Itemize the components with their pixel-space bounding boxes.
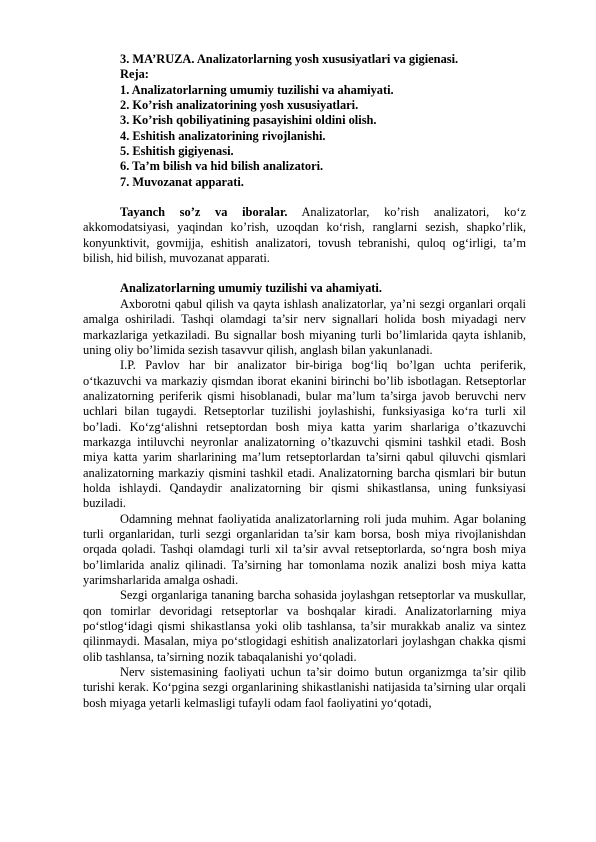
plan-label: Reja: [120, 67, 149, 82]
keywords-paragraph [83, 205, 526, 266]
keywords-label: Tayanch so’z va iboralar. [120, 205, 288, 220]
body-paragraph: Sezgi organlariga tananing barcha sohasida joylashgan retseptorlar va muskullar, qon tomirlar devoridagi retseptorlar va boshqalar kiradi. Analizatorlarning miya po‘stlog‘idagi qismi shikastlansa yoki olib tashlansa, ta’sir murakkab analiz va sintez qilinmaydi. Masalan, miya po‘stlogidagi eshitish analizatorlari joylashgan chakka qismi olib tashlansa, ta’sirning nozik tabaqalanishi yo‘qoladi. [83, 588, 526, 664]
plan-item: 1. Analizatorlarning umumiy tuzilishi va ahamiyati. [120, 82, 394, 97]
plan-list [83, 83, 526, 190]
body-paragraph: I.P. Pavlov har bir analizator bir-biriga bog‘liq bo’lgan uchta periferik, o‘tkazuvchi va markaziy qismdan iborat ekanini birinchi bo’lib isbotlagan. Retseptorlar analizatorning periferik qismi hisoblanadi, bular ma’lum ta’sirga javob beruvchi nerv uchlari bilan tugaydi. Retseptorlar tuzilishi joylashishi, funksiyasiga ko‘ra turli xil bo’ladi. Ko‘zg‘alishni retseptordan bosh miya katta yarim sharlariga o’tkazuvchi markazga intiluvchi neyronlar analizatorning o’tkazuvchi qismini tashkil etadi. Bosh miya katta yarim sharlarining ma’lum retseptorlardan ta’sirni qabul qiluvchi qismlari analizatorning markaziy qismini tashkil etadi. Analizatorning barcha qismlari bir butun holda ishlaydi. Qandaydir analizatorning bir qismi shikastlansa, uning funksiyasi buziladi. [83, 358, 526, 511]
section-title: Analizatorlarning umumiy tuzilishi va ahamiyati. [120, 281, 382, 296]
plan-item: 4. Eshitish analizatorining rivojlanishi. [120, 128, 326, 143]
spacer [83, 190, 526, 205]
body-paragraph: Axborotni qabul qilish va qayta ishlash analizatorlar, ya’ni sezgi organlari orqali amalga oshiriladi. Tashqi olamdagi ta’sir nerv signallari holida bosh miyadagi nerv markazlariga yetkaziladi. Bu signallar bosh miyaning turli bo’limlarida qayta ishlanib, uning oliy bo’limida sezish tasavvur qilish, anglash bilan yakunlanadi. [83, 296, 526, 357]
plan-item: 7. Muvozanat apparati. [120, 174, 244, 189]
plan-item: 5. Eshitish gigiyenasi. [120, 144, 234, 159]
plan-item: 2. Ko’rish analizatorining yosh xususiyatlari. [120, 98, 359, 113]
lecture-title: 3. MA’RUZA. Analizatorlarning yosh xususiyatlari va gigienasi. [120, 52, 459, 66]
body-paragraph: Odamning mehnat faoliyatida analizatorlarning roli juda muhim. Agar bolaning turli organlaridan, turli sezgi organlaridan ta’sir kam borsa, bosh miya rivojlanishdan orqada qoladi. Tashqi olamdagi turli xil ta’sir avval retseptorlarda, so‘ngra bosh miya bo’limlarida analiz qilinadi. Ta’sirning har tomonlama nozik analizi bosh miya katta yarimsharlarida amalga oshadi. [83, 511, 526, 587]
body-paragraph: Nerv sistemasining faoliyati uchun ta’sir doimo butun organizmga ta’sir qilib turishi kerak. Ko‘pgina sezgi organlarining shikastlanishi natijasida ta’sirning ular orqali bosh miyaga yetarli kelmasligi tufayli odam faol faoliyatini yo‘qotadi, [83, 665, 526, 710]
plan-item: 6. Ta’m bilish va hid bilish analizatori. [120, 159, 324, 174]
spacer [83, 266, 526, 281]
plan-item: 3. Ko’rish qobiliyatining pasayishini oldini olish. [120, 113, 377, 128]
document-page [83, 52, 526, 711]
keywords-text: Analizatorlar, ko’rish analizatori, ko‘z akkomodatsiyasi, yaqindan ko’rish, uzoqdan ko‘rish, ranglarni sezish, shapko’rlik, konyunktivit, govmijja, eshitish analizatori, tovush tebranishi, quloq og‘irligi, ta’m bilish, hid bilish, muvozanat apparati. [83, 205, 526, 266]
